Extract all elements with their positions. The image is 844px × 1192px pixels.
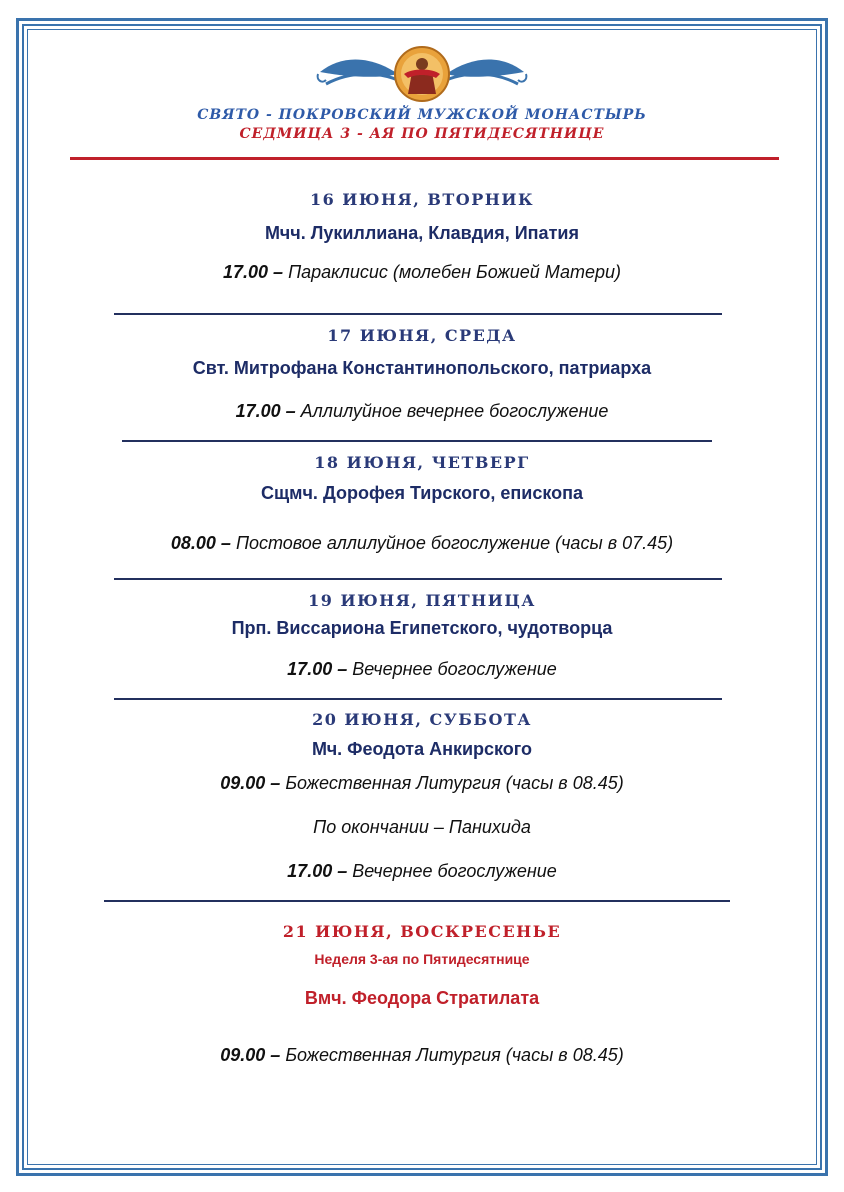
- day-saint: Мчч. Лукиллиана, Клавдия, Ипатия: [265, 223, 579, 243]
- service-line: [0, 861, 844, 882]
- service-time: 17.00 –: [287, 861, 348, 881]
- sunday-subtitle: Неделя 3-ая по Пятидесятнице: [314, 951, 530, 967]
- service-text: Вечернее богослужение: [352, 861, 557, 881]
- service-time: 09.00 –: [220, 773, 281, 793]
- day-divider: [114, 698, 722, 700]
- service-line: [0, 262, 844, 283]
- service-line: [0, 817, 844, 838]
- day-saint: Мч. Феодота Анкирского: [311, 739, 533, 759]
- day-date: 17 ИЮНЯ, СРЕДА: [327, 326, 517, 345]
- service-text: Божественная Литургия (часы в 08.45): [285, 1045, 624, 1065]
- service-text: Параклисис (молебен Божией Матери): [288, 262, 621, 282]
- service-text: Аллилуйное вечернее богослужение: [300, 401, 609, 421]
- service-time: 17.00 –: [287, 659, 348, 679]
- day-date: 19 ИЮНЯ, ПЯТНИЦА: [308, 591, 536, 610]
- header-divider: [70, 157, 779, 160]
- service-time: 17.00 –: [223, 262, 284, 282]
- day-saint: Прп. Виссариона Египетского, чудотворца: [231, 618, 613, 638]
- week-title: СЕДМИЦА 3 - АЯ ПО ПЯТИДЕСЯТНИЦЕ: [239, 126, 605, 142]
- day-divider: [114, 313, 722, 315]
- service-time: 17.00 –: [235, 401, 296, 421]
- service-line: [0, 533, 844, 554]
- day-date: 20 ИЮНЯ, СУББОТА: [312, 710, 532, 729]
- day-date: 21 ИЮНЯ, ВОСКРЕСЕНЬЕ: [282, 922, 562, 941]
- monastery-title: СВЯТО - ПОКРОВСКИЙ МУЖСКОЙ МОНАСТЫРЬ: [197, 107, 647, 123]
- service-time: 08.00 –: [170, 533, 231, 553]
- day-divider: [122, 440, 712, 442]
- service-time: 09.00 –: [220, 1045, 281, 1065]
- day-saint: Вмч. Феодора Стратилата: [304, 988, 540, 1008]
- day-date: 18 ИЮНЯ, ЧЕТВЕРГ: [314, 453, 530, 472]
- day-saint: Сщмч. Дорофея Тирского, епископа: [260, 483, 584, 503]
- service-line: [0, 773, 844, 794]
- day-divider: [114, 578, 722, 580]
- service-text: Постовое аллилуйное богослужение (часы в 07.45): [235, 533, 674, 553]
- service-text: По окончании – Панихида: [313, 817, 531, 837]
- service-line: [0, 401, 844, 422]
- service-line: [0, 659, 844, 680]
- day-divider: [104, 900, 730, 902]
- service-text: Вечернее богослужение: [352, 659, 557, 679]
- service-text: Божественная Литургия (часы в 08.45): [285, 773, 624, 793]
- day-date: 16 ИЮНЯ, ВТОРНИК: [309, 190, 535, 209]
- day-saint: Свт. Митрофана Константинопольского, патриарха: [192, 358, 652, 378]
- service-line: [0, 1045, 844, 1066]
- monastery-emblem: [312, 44, 532, 106]
